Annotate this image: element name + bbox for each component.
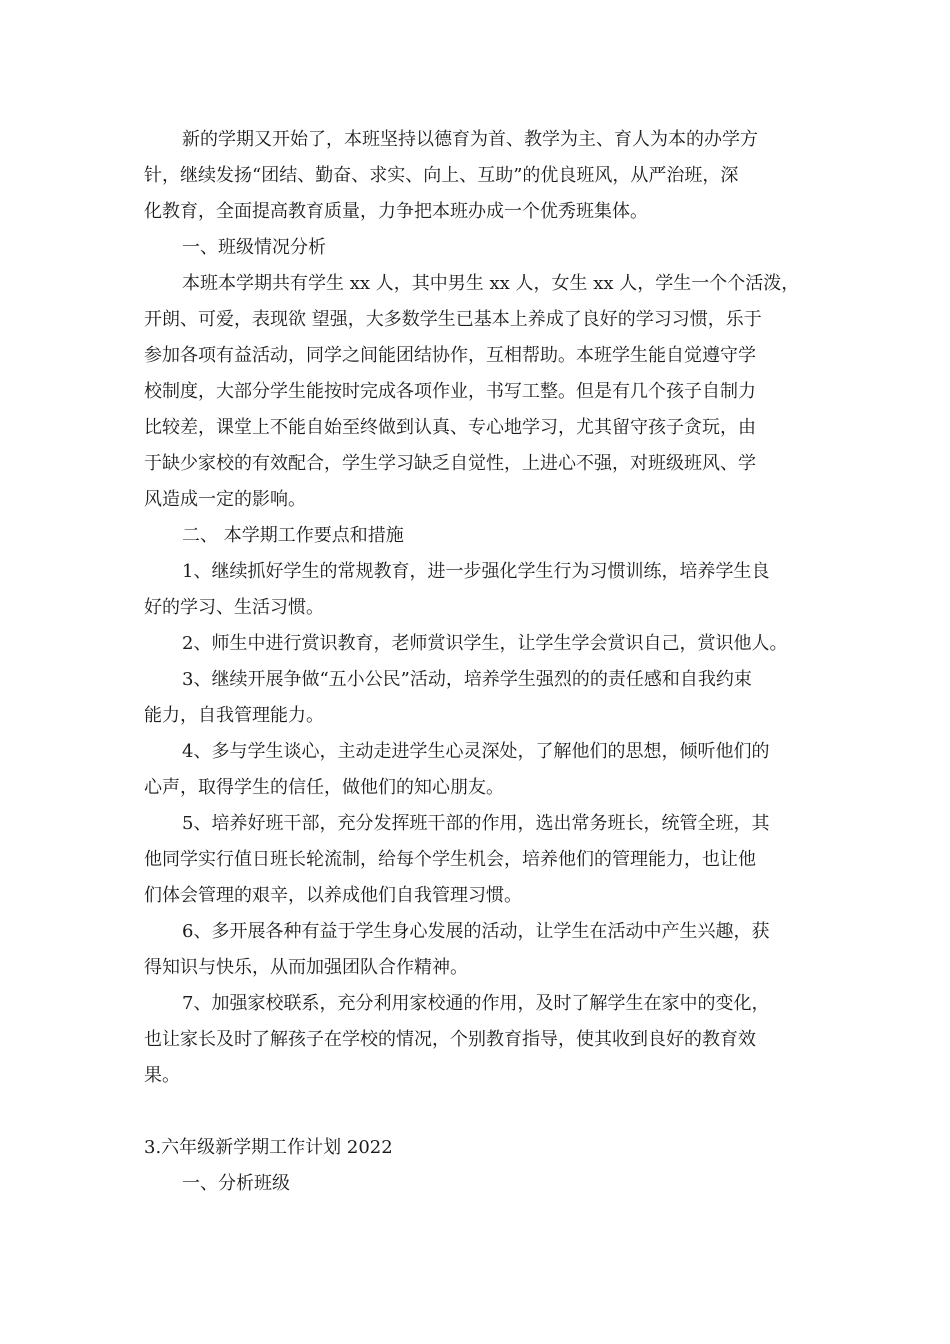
text-line: 6、多开展各种有益于学生身心发展的活动，让学生在活动中产生兴趣，获 <box>182 921 770 942</box>
text-line: 本班本学期共有学生 xx 人，其中男生 xx 人，女生 xx 人，学生一个个活泼， <box>182 273 800 294</box>
text-line: 1、继续抓好学生的常规教育，进一步强化学生行为习惯训练，培养学生良 <box>182 561 770 582</box>
section-spacer <box>144 1094 816 1130</box>
text-line: 他同学实行值日班长轮流制，给每个学生机会，培养他们的管理能力，也让他 <box>144 849 756 870</box>
text-line: 一、班级情况分析 <box>182 237 326 258</box>
text-line: 能力，自我管理能力。 <box>144 705 324 726</box>
text-line: 得知识与快乐，从而加强团队合作精神。 <box>144 957 468 978</box>
text-line: 7、加强家校联系，充分利用家校通的作用，及时了解学生在家中的变化， <box>182 993 770 1014</box>
text-line: 二、 本学期工作要点和措施 <box>182 525 404 546</box>
text-line: 果。 <box>144 1065 180 1086</box>
text-line: 心声，取得学生的信任，做他们的知心朋友。 <box>144 777 504 798</box>
text-line: 校制度，大部分学生能按时完成各项作业，书写工整。但是有几个孩子自制力 <box>144 381 756 402</box>
text-line: 化教育，全面提高教育质量，力争把本班办成一个优秀班集体。 <box>144 201 648 222</box>
text-line: 3、继续开展争做“五小公民”活动，培养学生强烈的的责任感和自我约束 <box>182 669 752 690</box>
text-line: 比较差，课堂上不能自始至终做到认真、专心地学习，尤其留守孩子贪玩，由 <box>144 417 756 438</box>
text-line: 好的学习、生活习惯。 <box>144 597 324 618</box>
text-line: 针，继续发扬“团结、勤奋、求实、向上、互助”的优良班风，从严治班，深 <box>144 165 739 186</box>
text-line: 于缺少家校的有效配合，学生学习缺乏自觉性，上进心不强，对班级班风、学 <box>144 453 756 474</box>
document-page <box>144 122 816 1202</box>
text-line: 风造成一定的影响。 <box>144 489 306 510</box>
text-line: 们体会管理的艰辛，以养成他们自我管理习惯。 <box>144 885 522 906</box>
section-subheading: 一、分析班级 <box>182 1173 290 1194</box>
text-line: 4、多与学生谈心，主动走进学生心灵深处，了解他们的思想，倾听他们的 <box>182 741 770 762</box>
text-line: 也让家长及时了解孩子在学校的情况，个别教育指导，使其收到良好的教育效 <box>144 1029 756 1050</box>
text-line: 2、师生中进行赏识教育，老师赏识学生，让学生学会赏识自己，赏识他人。 <box>182 633 788 654</box>
document-body <box>144 122 816 1094</box>
text-line: 新的学期又开始了，本班坚持以德育为首、教学为主、育人为本的办学方 <box>182 129 758 150</box>
text-line: 开朗、可爱，表现欲 望强，大多数学生已基本上养成了良好的学习习惯，乐于 <box>144 309 762 330</box>
section-title: 3.六年级新学期工作计划 2022 <box>144 1137 393 1158</box>
text-line: 参加各项有益活动，同学之间能团结协作，互相帮助。本班学生能自觉遵守学 <box>144 345 756 366</box>
text-line: 5、培养好班干部，充分发挥班干部的作用，选出常务班长，统管全班，其 <box>182 813 770 834</box>
